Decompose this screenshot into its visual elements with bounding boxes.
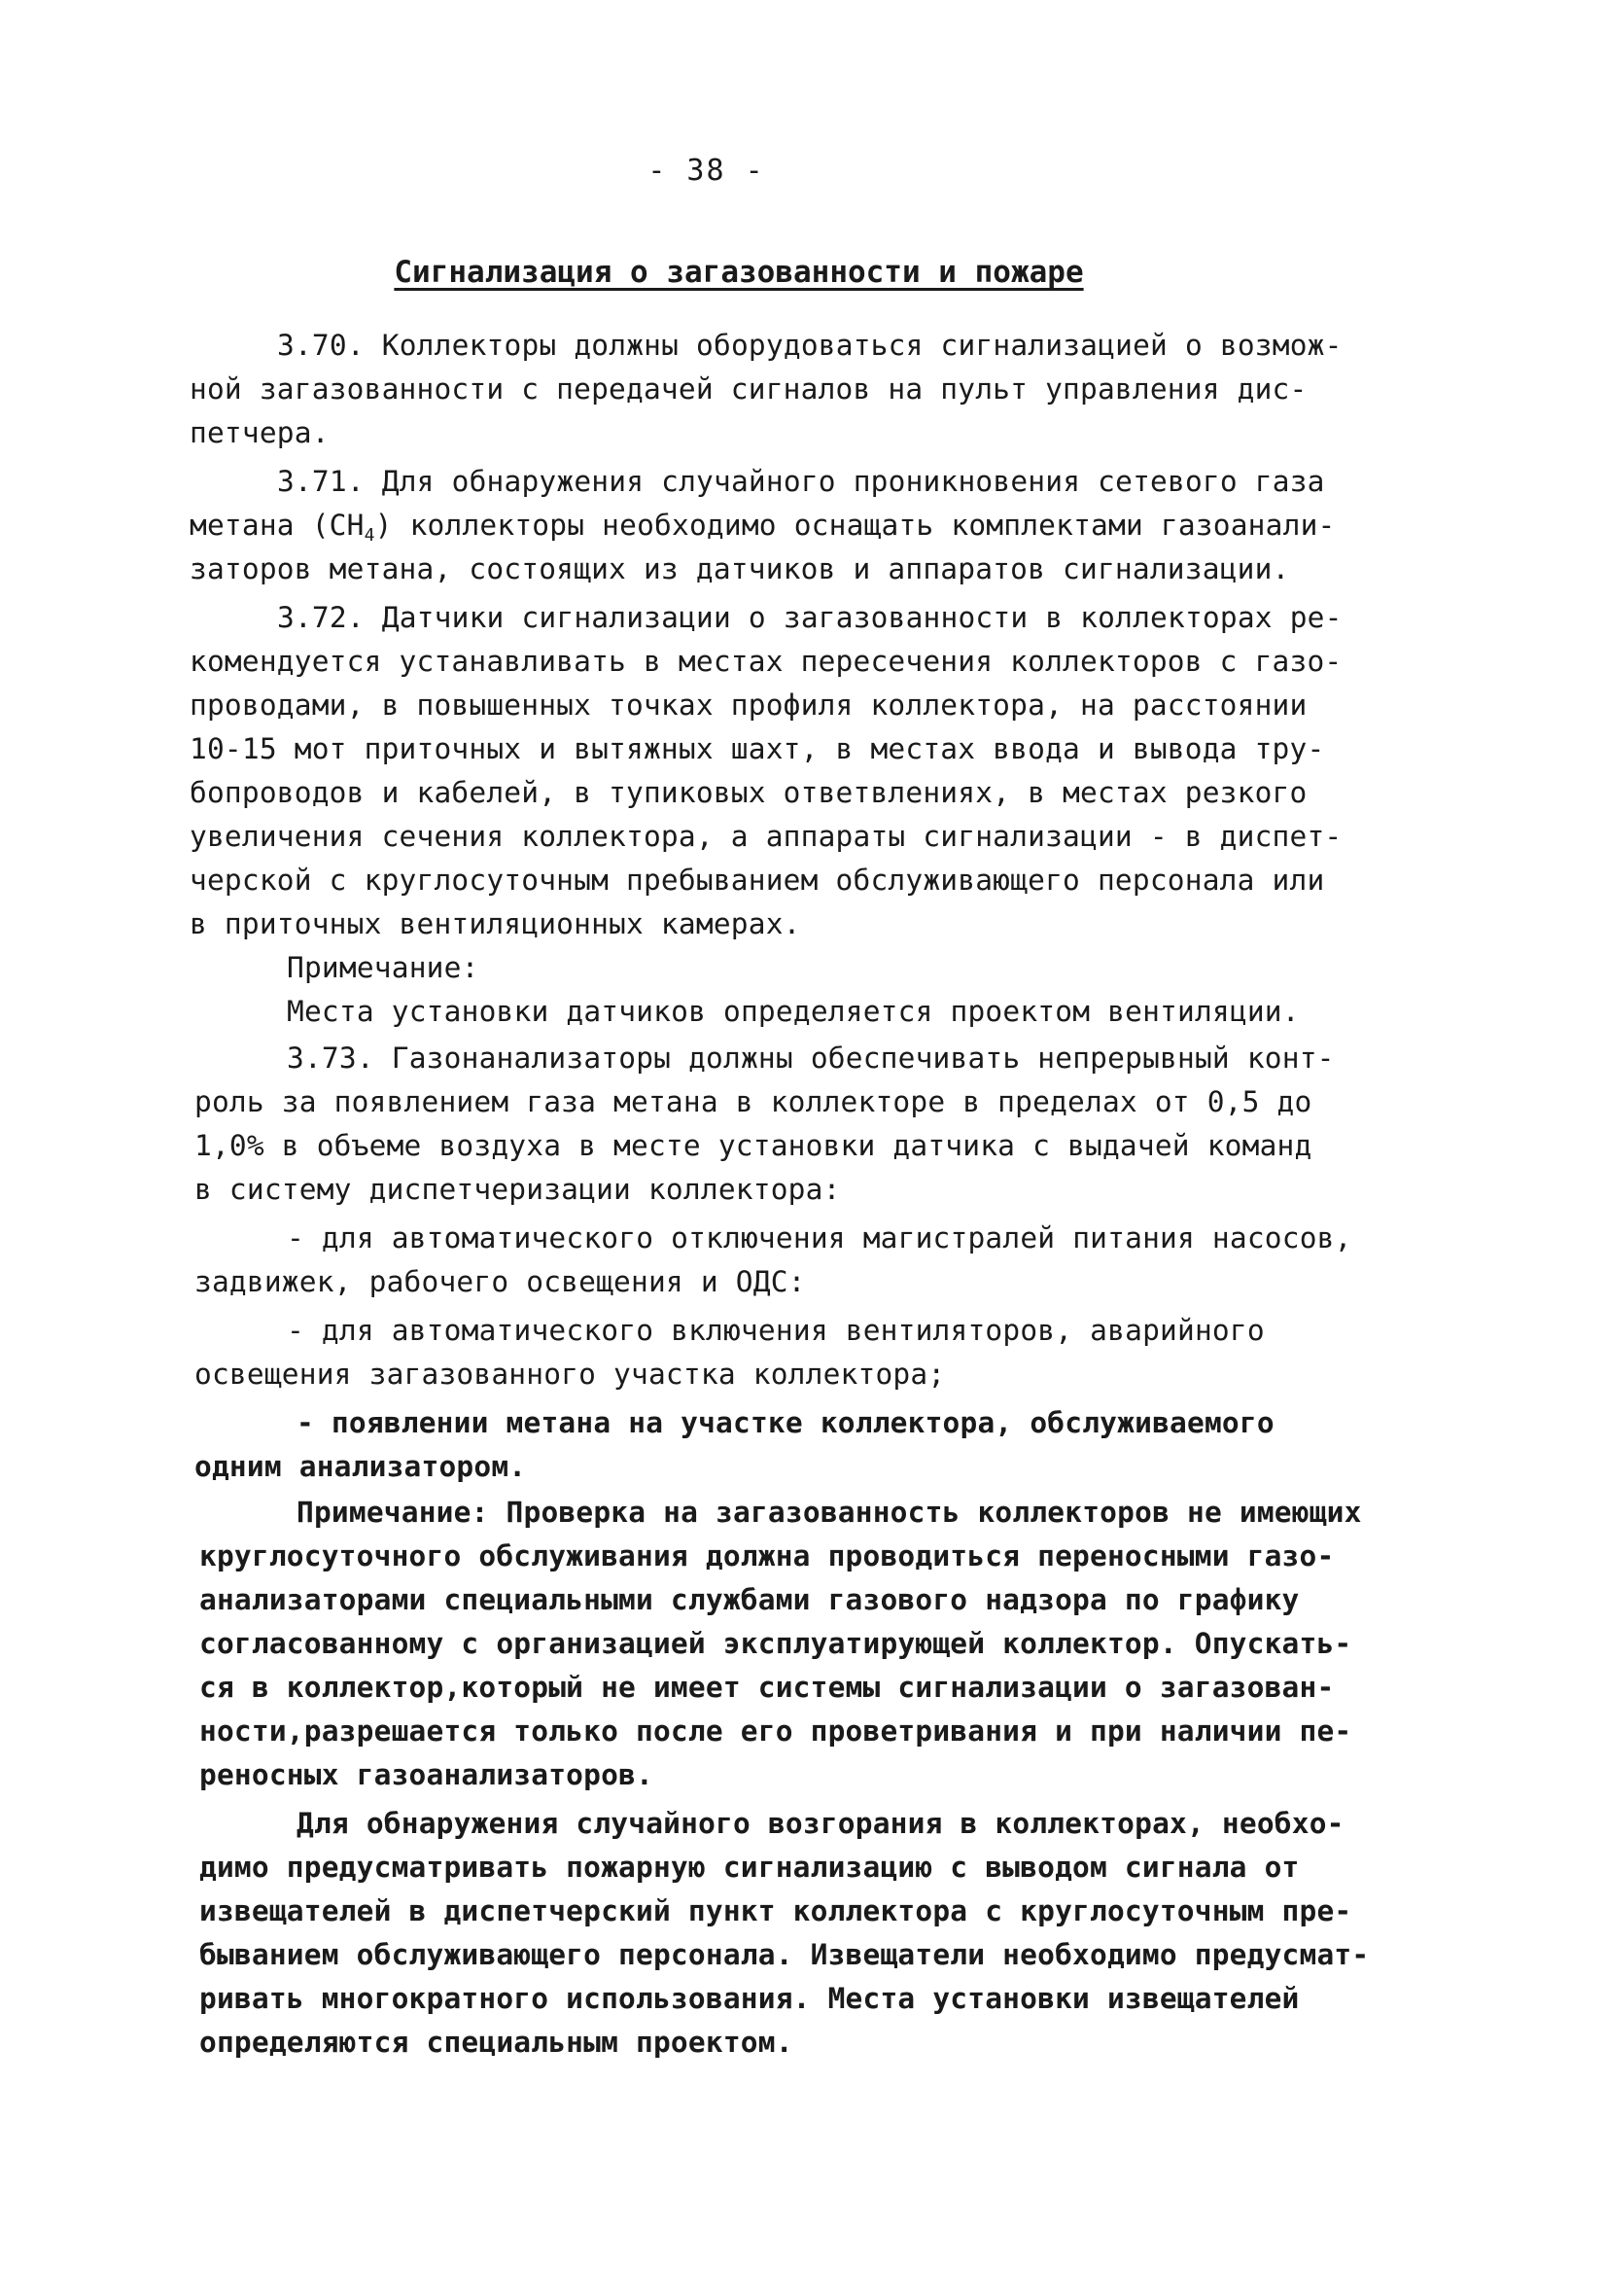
text-line: - для автоматического отключения магистралей питания насосов, [287, 1221, 1352, 1254]
text-line: роль за появлением газа метана в коллекторе в пределах от 0,5 до [194, 1085, 1312, 1118]
text-line: ности,разрешается только после его проветривания и при наличии пе- [199, 1714, 1352, 1748]
text-line: согласованному с организацией эксплуатирующей коллектор. Опускать- [199, 1627, 1352, 1660]
text-line: Примечание: Проверка на загазованность коллекторов не имеющих [297, 1496, 1362, 1529]
text-line: Для обнаружения случайного возгорания в коллекторах, необхо- [297, 1807, 1345, 1840]
text-line: 3.72. Датчики сигнализации о загазованности в коллекторах ре- [277, 601, 1343, 634]
text-line: в систему диспетчеризации коллектора: [194, 1173, 841, 1206]
text-line: бопроводов и кабелей, в тупиковых ответвлениях, в местах резкого [190, 776, 1308, 809]
text-line: Места установки датчиков определяется проектом вентиляции. [287, 995, 1300, 1028]
text-line: 10-15 мот приточных и вытяжных шахт, в местах ввода и вывода тру- [190, 732, 1325, 765]
text-line: Примечание: [287, 951, 479, 984]
text-line: определяются специальным проектом. [199, 2026, 793, 2059]
text-line: круглосуточного обслуживания должна проводиться переносными газо- [199, 1539, 1335, 1572]
text-line: метана $(CH_4)$ коллекторы необходимо оснащать комплектами газоанали- [190, 509, 1336, 546]
text-line: освещения загазованного участка коллектора; [194, 1358, 946, 1391]
text-line: димо предусматривать пожарную сигнализацию с выводом сигнала от [199, 1851, 1300, 1884]
text-line: заторов метана, состоящих из датчиков и аппаратов сигнализации. [190, 552, 1290, 585]
text-line: ривать многократного использования. Места установки извещателей [199, 1982, 1300, 2015]
text-line: петчера. [190, 416, 330, 449]
section-title: Сигнализация о загазованности и пожаре [394, 255, 1084, 290]
text-line: ной загазованности с передачей сигналов на пульт управления дис- [190, 372, 1308, 406]
text-line: - появлении метана на участке коллектора, обслуживаемого [297, 1406, 1275, 1439]
text-line: черской с круглосуточным пребыванием обслуживающего персонала или [190, 864, 1325, 897]
text-line: извещателей в диспетчерский пункт коллектора с круглосуточным пре- [199, 1894, 1352, 1927]
text-line: комендуется устанавливать в местах пересечения коллекторов с газо- [190, 645, 1343, 678]
text-line: одним анализатором. [194, 1450, 527, 1483]
text-line: 3.73. Газонанализаторы должны обеспечивать непрерывный конт- [287, 1042, 1335, 1075]
page-number: - 38 - [647, 154, 765, 188]
text-line: анализаторами специальными службами газового надзора по графику [199, 1583, 1300, 1616]
text-line: реносных газоанализаторов. [199, 1758, 653, 1791]
text-line: 3.71. Для обнаружения случайного проникновения сетевого газа [277, 465, 1325, 498]
text-line: увеличения сечения коллектора, а аппараты сигнализации - в диспет- [190, 820, 1343, 853]
text-line: задвижек, рабочего освещения и ОДС: [194, 1265, 806, 1298]
text-line: в приточных вентиляционных камерах. [190, 907, 801, 940]
text-line: ся в коллектор,который не имеет системы сигнализации о загазован- [199, 1671, 1335, 1704]
text-line: быванием обслуживающего персонала. Извещатели необходимо предусмат- [199, 1938, 1370, 1971]
text-line: 1,0% в объеме воздуха в месте установки датчика с выдачей команд [194, 1129, 1312, 1162]
text-line: проводами, в повышенных точках профиля коллектора, на расстоянии [190, 689, 1308, 722]
text-line: - для автоматического включения вентиляторов, аварийного [287, 1314, 1265, 1347]
text-line: 3.70. Коллекторы должны оборудоваться сигнализацией о возмож- [277, 329, 1343, 362]
